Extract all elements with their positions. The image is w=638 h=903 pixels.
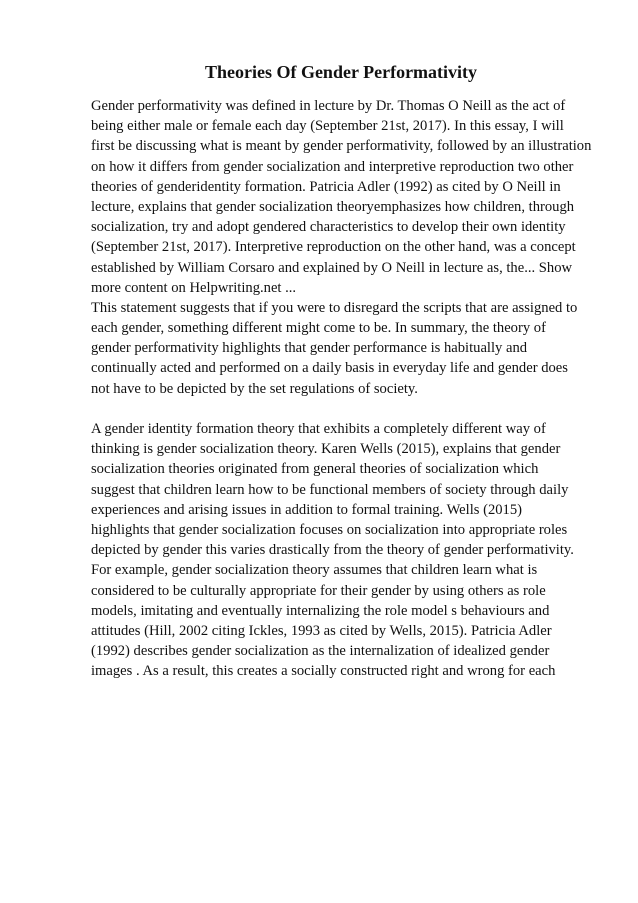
text-line: A gender identity formation theory that exhibits a completely different way of (91, 421, 546, 437)
paragraph-2 (91, 298, 601, 399)
text-line: each gender, something different might come to be. In summary, the theory of (91, 320, 546, 337)
document-title: Theories Of Gender Performativity (204, 62, 478, 82)
text-line: theories of genderidentity formation. Patricia Adler (1992) as cited by O Neill in (91, 178, 561, 195)
paragraph-3 (91, 419, 601, 681)
text-line: highlights that gender socialization focuses on socialization into appropriate roles (91, 521, 568, 538)
text-line: models, imitating and eventually internalizing the role model s behaviours and (91, 602, 550, 619)
text-line: considered to be culturally appropriate for their gender by using others as role (91, 582, 546, 599)
text-line: established by William Corsaro and explained by O Neill in lecture as, the... Show (91, 259, 573, 276)
text-line: (September 21st, 2017). Interpretive reproduction on the other hand, was a concept (91, 239, 576, 256)
text-line: not have to be depicted by the set regulations of society. (91, 380, 418, 397)
text-line: thinking is gender socialization theory. Karen Wells (2015), explains that gender (91, 441, 561, 458)
text-line: gender performativity highlights that gender performance is habitually and (91, 340, 528, 357)
text-line: socialization theories originated from general theories of socialization which (91, 461, 539, 478)
text-line: depicted by gender this varies drastically from the theory of gender performativity. (91, 542, 574, 559)
paragraph-spacer (91, 399, 601, 419)
text-line: Gender performativity was defined in lecture by Dr. Thomas O Neill as the act of (91, 98, 566, 114)
text-line: This statement suggests that if you were to disregard the scripts that are assigned to (91, 299, 578, 316)
text-line: experiences and arising issues in addition to formal training. Wells (2015) (91, 501, 522, 518)
text-line: images . As a result, this creates a socially constructed right and wrong for each (91, 663, 556, 680)
text-line: (1992) describes gender socialization as the internalization of idealized gender (91, 643, 550, 660)
text-line: socialization, try and adopt gendered characteristics to develop their own identity (91, 219, 566, 236)
text-line: lecture, explains that gender socialization theoryemphasizes how children, through (91, 198, 575, 215)
text-line: continually acted and performed on a daily basis in everyday life and gender does (91, 360, 568, 377)
text-line: attitudes (Hill, 2002 citing Ickles, 1993 as cited by Wells, 2015). Patricia Adler (91, 622, 552, 639)
document-body (91, 96, 601, 681)
text-line: For example, gender socialization theory assumes that children learn what is (91, 562, 538, 579)
text-line: on how it differs from gender socialization and interpretive reproduction two other (91, 158, 574, 175)
paragraph-1 (91, 96, 601, 298)
text-line: first be discussing what is meant by gender performativity, followed by an illustration (91, 138, 592, 155)
text-line: being either male or female each day (September 21st, 2017). In this essay, I will (91, 118, 564, 135)
text-line: suggest that children learn how to be functional members of society through daily (91, 481, 569, 498)
text-line: more content on Helpwriting.net ... (91, 279, 297, 296)
